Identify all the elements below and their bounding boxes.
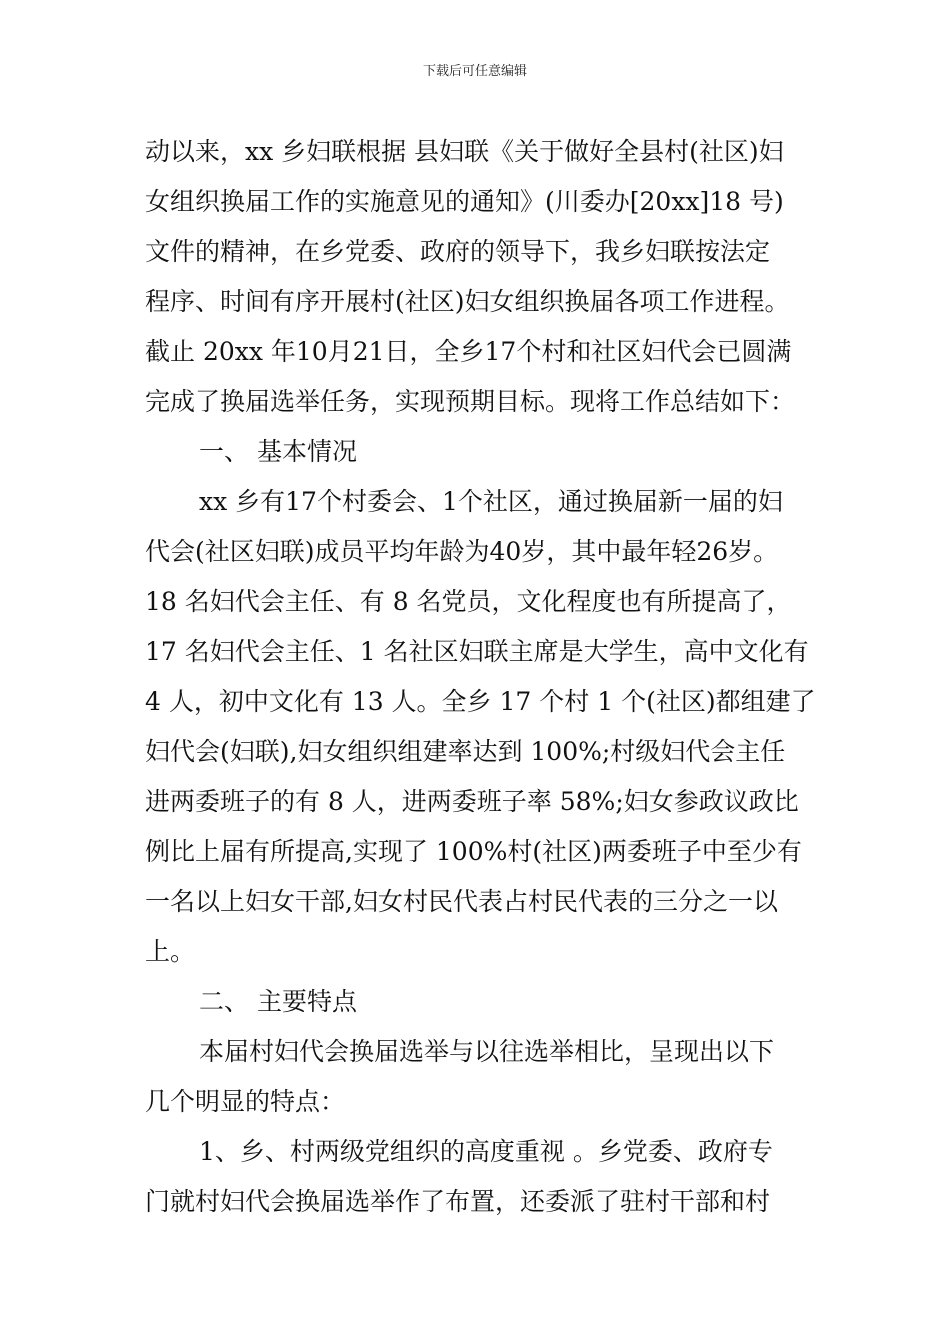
- body-line: xx 乡有17个村委会、1个社区，通过换届新一届的妇: [199, 487, 783, 516]
- document-body: [145, 127, 825, 1227]
- body-line: 例比上届有所提高,实现了 100%村(社区)两委班子中至少有: [145, 837, 802, 866]
- body-line: 18 名妇代会主任、有 8 名党员，文化程度也有所提高了，: [145, 587, 792, 616]
- body-line: 进两委班子的有 8 人，进两委班子率 58%;妇女参政议政比: [145, 787, 799, 816]
- body-line: 代会(社区妇联)成员平均年龄为40岁，其中最年轻26岁。: [145, 537, 779, 566]
- body-line: 4 人，初中文化有 13 人。全乡 17 个村 1 个(社区)都组建了: [145, 687, 816, 716]
- body-line: 本届村妇代会换届选举与以往选举相比，呈现出以下: [199, 1037, 775, 1066]
- body-line: 上。: [145, 937, 196, 966]
- body-line: 一、 基本情况: [199, 437, 357, 466]
- body-line: 妇代会(妇联),妇女组织组建率达到 100%;村级妇代会主任: [145, 737, 786, 766]
- body-line: 程序、时间有序开展村(社区)妇女组织换届各项工作进程。: [145, 287, 790, 316]
- page-header: 下载后可任意编辑: [422, 64, 527, 79]
- body-line: 几个明显的特点：: [145, 1087, 346, 1116]
- body-line: 门就村妇代会换届选举作了布置，还委派了驻村干部和村: [145, 1187, 771, 1216]
- body-line: 截止 20xx 年10月21日，全乡17个村和社区妇代会已圆满: [145, 337, 792, 366]
- body-line: 一名以上妇女干部,妇女村民代表占村民代表的三分之一以: [145, 887, 778, 916]
- body-line: 文件的精神，在乡党委、政府的领导下，我乡妇联按法定: [145, 237, 771, 266]
- body-line: 二、 主要特点: [199, 987, 357, 1016]
- body-line: 女组织换届工作的实施意见的通知》(川委办[20xx]18 号): [145, 187, 784, 216]
- body-line: 17 名妇代会主任、1 名社区妇联主席是大学生，高中文化有: [145, 637, 809, 666]
- body-line: 1、乡、村两级党组织的高度重视 。乡党委、政府专: [199, 1137, 773, 1166]
- body-line: 动以来，xx 乡妇联根据 县妇联《关于做好全县村(社区)妇: [145, 137, 784, 166]
- body-line: 完成了换届选举任务，实现预期目标。现将工作总结如下：: [145, 387, 796, 416]
